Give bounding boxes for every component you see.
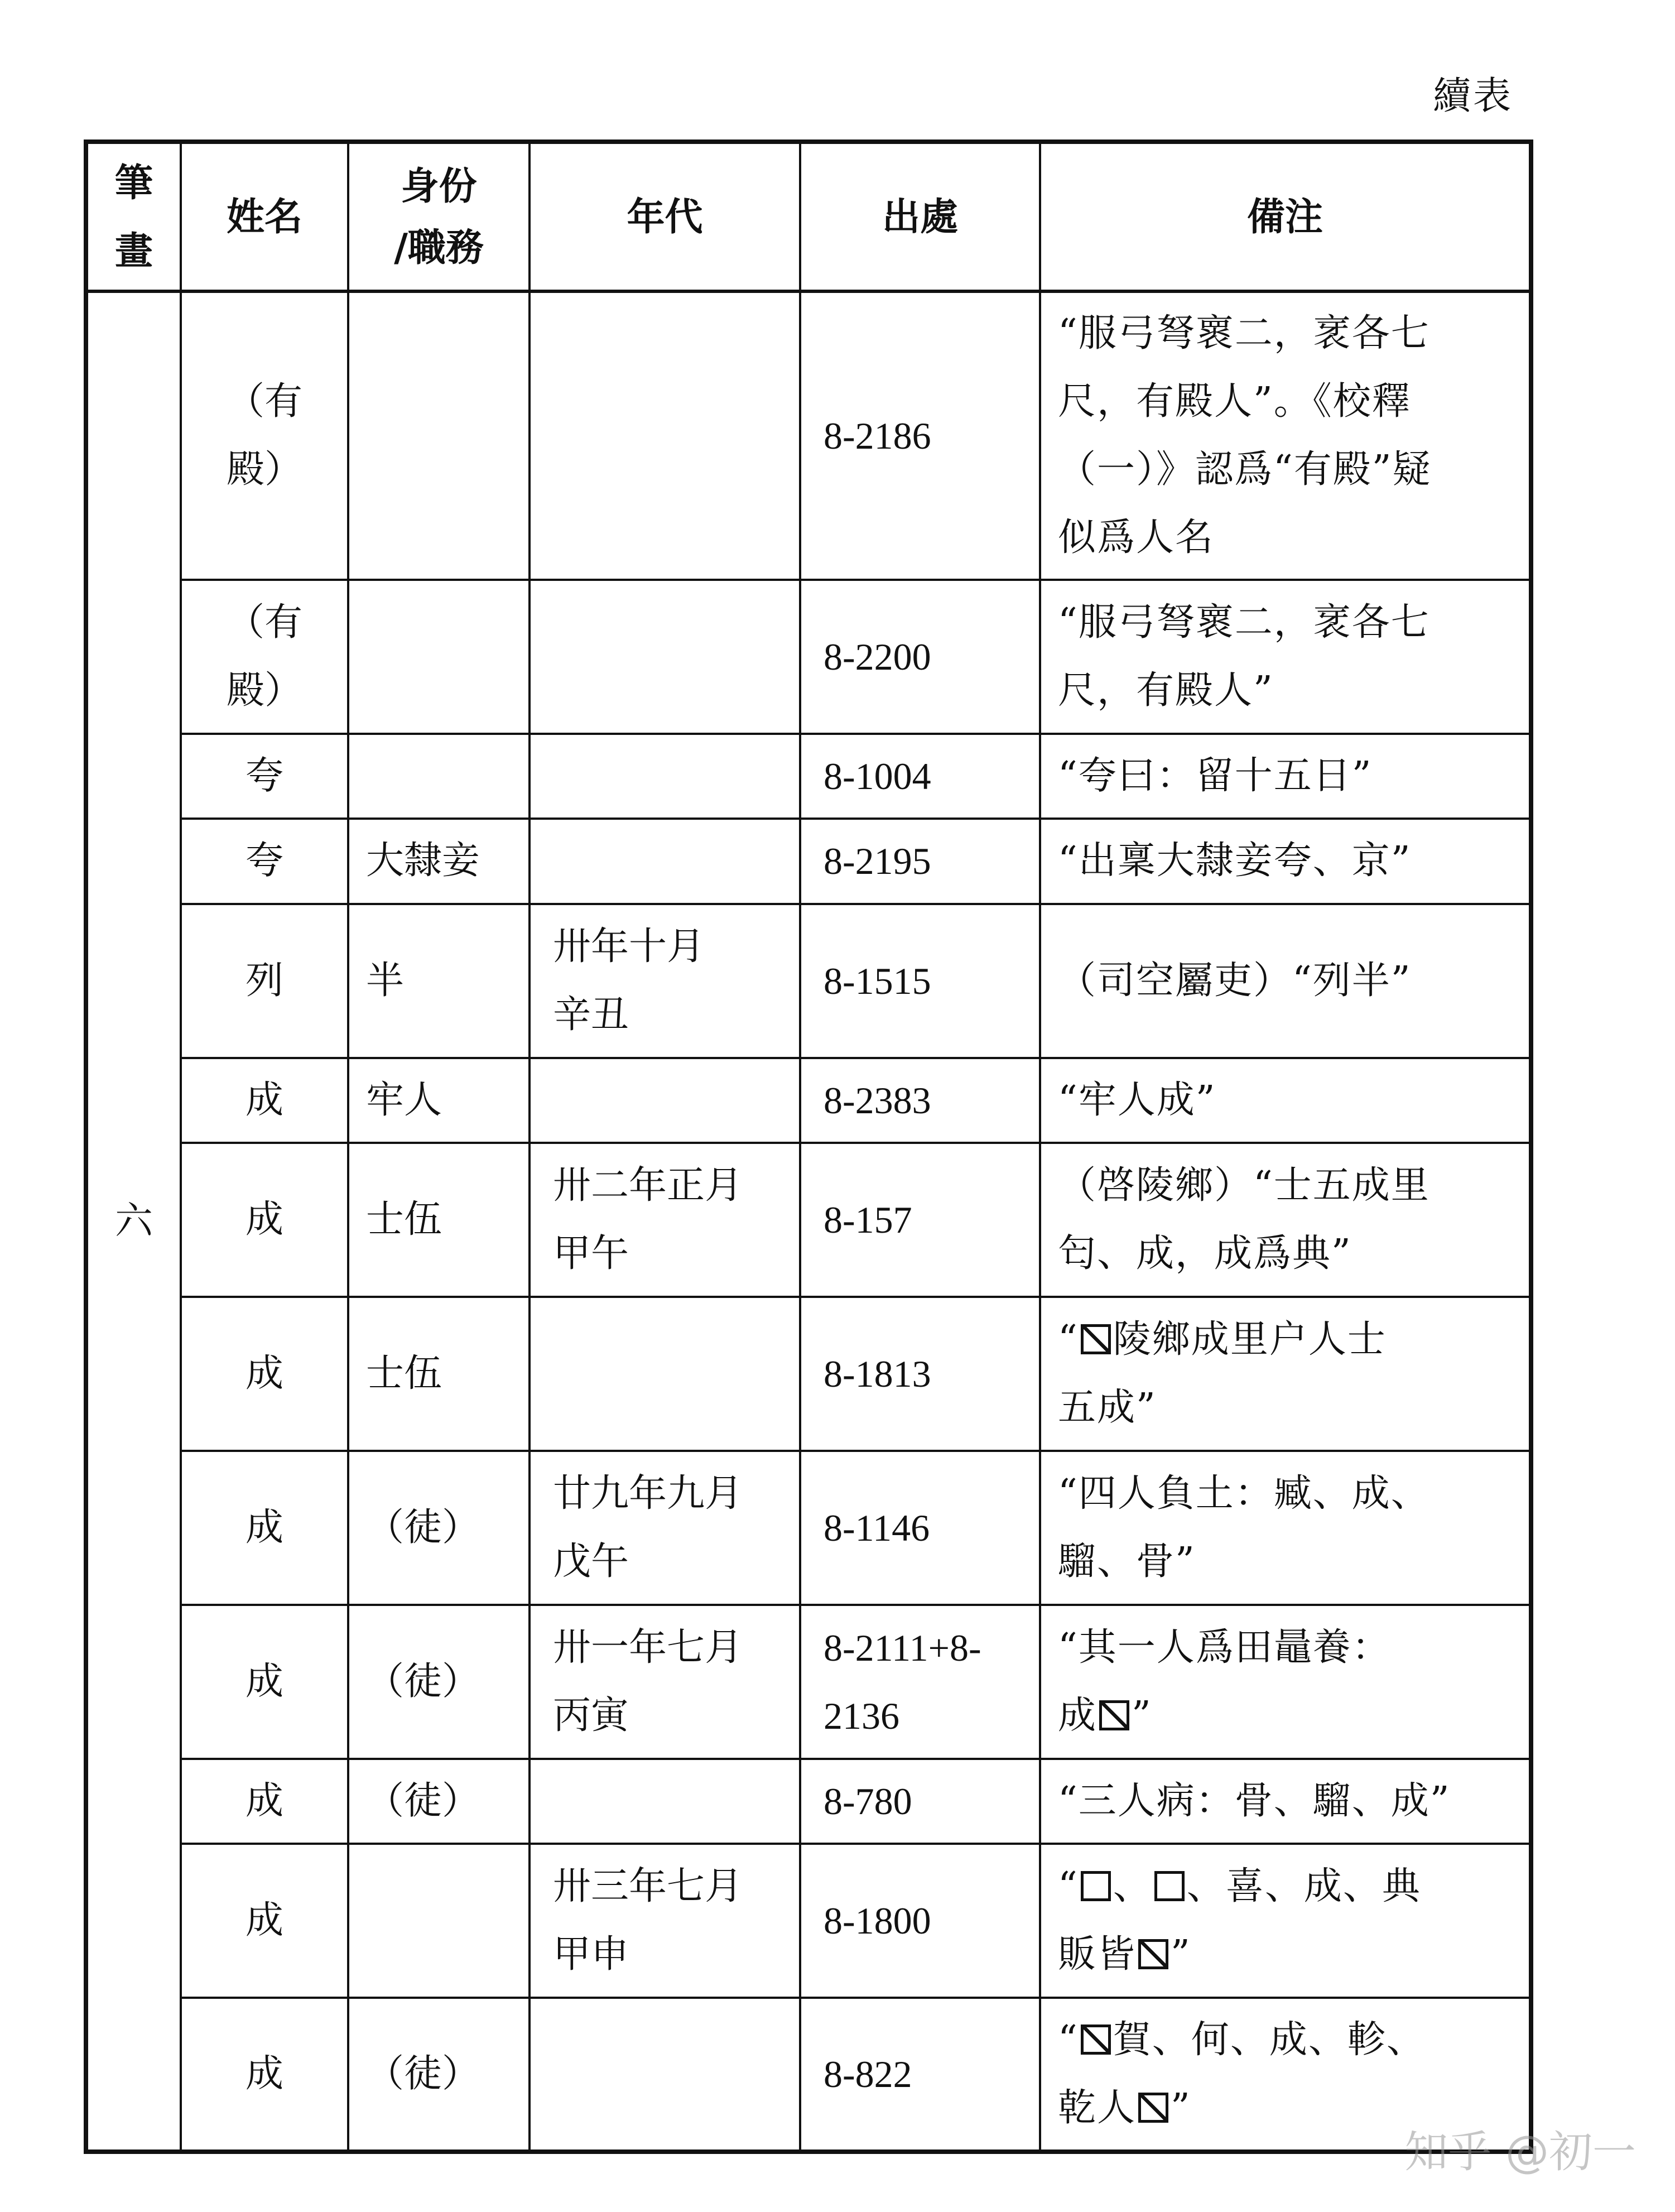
source-cell <box>800 1297 1040 1451</box>
era-cell <box>530 291 800 580</box>
table-row <box>86 1998 1531 2152</box>
era-cell-line: 卅年十月 <box>553 924 705 969</box>
role-cell: 大隸妾 <box>348 819 530 904</box>
table-row <box>86 291 1531 580</box>
table-row <box>86 819 1531 904</box>
damaged-char-box <box>1138 1939 1168 1969</box>
source-cell <box>800 1998 1040 2152</box>
header-era: 年代 <box>530 142 800 291</box>
note-cell-line: 乾人 ” <box>1058 2086 1191 2131</box>
note-cell <box>1040 291 1531 580</box>
era-cell <box>530 819 800 904</box>
note-cell-line: “其一人爲田鼂養： <box>1058 1625 1391 1670</box>
missing-char-box <box>1154 1871 1185 1901</box>
era-cell-line: 辛丑 <box>553 992 629 1037</box>
name-cell-line: 成 <box>245 1197 283 1242</box>
name-cell-line: 成 <box>245 1659 283 1704</box>
header-source: 出處 <box>800 142 1040 291</box>
era-cell <box>530 734 800 819</box>
source-cell <box>800 580 1040 734</box>
name-cell <box>181 1058 348 1143</box>
source-cell <box>800 1058 1040 1143</box>
table-row <box>86 1143 1531 1297</box>
note-cell-line: “三人病：骨、騮、成” <box>1058 1778 1451 1823</box>
era-cell <box>530 1143 800 1297</box>
role-cell: （徒） <box>348 1759 530 1844</box>
header-role-line-1: 身份 <box>401 164 477 209</box>
name-cell-line: （有 <box>226 379 302 424</box>
name-cell-line: 成 <box>245 1078 283 1122</box>
name-cell-line: 列 <box>245 958 283 1003</box>
table-row <box>86 1844 1531 1998</box>
note-cell-line: 匄、成，成爲典” <box>1058 1231 1352 1276</box>
note-cell-line: “ 陵鄉成里户人士 <box>1058 1317 1387 1362</box>
name-cell-line: （有 <box>226 600 302 645</box>
source-cell <box>800 819 1040 904</box>
source-cell <box>800 291 1040 580</box>
name-cell <box>181 1844 348 1998</box>
name-cell-line: 成 <box>245 1351 283 1396</box>
stroke-count-cell: 六 <box>86 291 181 2152</box>
name-cell-line: 成 <box>245 2052 283 2096</box>
name-index-table <box>84 140 1533 2154</box>
name-cell <box>181 1451 348 1605</box>
source-cell-line: 8-2186 <box>824 414 931 457</box>
note-cell-line: 販皆 ” <box>1058 1932 1191 1977</box>
note-cell-line: （司空屬吏）“列半” <box>1058 958 1412 1003</box>
watermark: 知乎 @初一 <box>1404 2127 1636 2177</box>
continued-table-label: 續表 <box>1432 74 1513 118</box>
note-cell-line: “ 賀、何、成、軫、 <box>1058 2018 1426 2062</box>
name-cell-line: 夸 <box>245 839 283 883</box>
source-cell <box>800 904 1040 1058</box>
note-cell-line: 似爲人名 <box>1058 515 1215 560</box>
source-cell <box>800 1759 1040 1844</box>
era-cell-line: 卅二年正月 <box>553 1163 743 1208</box>
header-stroke-line-1: 筆 <box>114 160 153 205</box>
header-stroke-line-2: 畫 <box>114 228 153 273</box>
name-cell <box>181 1605 348 1759</box>
note-cell <box>1040 1844 1531 1998</box>
era-cell <box>530 1297 800 1451</box>
role-cell <box>348 580 530 734</box>
table-row <box>86 1605 1531 1759</box>
era-cell-line: 甲申 <box>553 1932 629 1977</box>
damaged-char-box <box>1138 2093 1168 2123</box>
era-cell <box>530 1451 800 1605</box>
source-cell-line: 8-1800 <box>824 1900 931 1942</box>
source-cell-line: 8-1813 <box>824 1352 931 1395</box>
table-row <box>86 1058 1531 1143</box>
source-cell <box>800 1451 1040 1605</box>
source-cell-line: 8-2200 <box>824 635 931 678</box>
note-cell <box>1040 1297 1531 1451</box>
note-cell-line: （啓陵鄉）“士五成里 <box>1058 1163 1430 1208</box>
era-cell-line: 戊午 <box>553 1539 629 1584</box>
table-row <box>86 580 1531 734</box>
source-cell-line: 8-2195 <box>824 840 931 883</box>
source-cell-line: 8-157 <box>824 1198 912 1241</box>
note-cell-line: “服弓弩褱二，衺各七 <box>1058 600 1430 645</box>
name-cell-line: 成 <box>245 1898 283 1943</box>
era-cell <box>530 1605 800 1759</box>
note-cell-line: “出稟大隸妾夸、京” <box>1058 839 1412 883</box>
damaged-char-box <box>1099 1700 1129 1730</box>
era-cell-line: 甲午 <box>553 1231 629 1276</box>
role-cell: 牢人 <box>348 1058 530 1143</box>
note-cell-line: “夸曰：留十五日” <box>1058 753 1373 798</box>
name-cell-line: 成 <box>245 1505 283 1550</box>
role-cell <box>348 1844 530 1998</box>
era-cell <box>530 1844 800 1998</box>
note-cell <box>1040 734 1531 819</box>
note-cell-line: “服弓弩褱二，衺各七 <box>1058 311 1430 355</box>
damaged-char-box <box>1081 1324 1111 1354</box>
name-cell <box>181 734 348 819</box>
role-cell: 半 <box>348 904 530 1058</box>
table-row <box>86 1759 1531 1844</box>
era-cell <box>530 580 800 734</box>
source-cell <box>800 1844 1040 1998</box>
name-cell <box>181 1759 348 1844</box>
name-cell-line: 夸 <box>245 753 283 798</box>
table-row <box>86 734 1531 819</box>
source-cell-line: 2136 <box>824 1694 899 1737</box>
source-cell <box>800 734 1040 819</box>
name-cell <box>181 1998 348 2152</box>
name-cell-line: 殿） <box>226 447 302 492</box>
note-cell <box>1040 819 1531 904</box>
note-cell-line: 騮、骨” <box>1058 1539 1196 1584</box>
era-cell <box>530 1058 800 1143</box>
note-cell-line: 成 ” <box>1058 1693 1152 1738</box>
name-cell <box>181 291 348 580</box>
source-cell-line: 8-1004 <box>824 754 931 797</box>
role-cell: 士伍 <box>348 1143 530 1297</box>
note-cell-line: “ 、 、喜、成、典 <box>1058 1864 1421 1909</box>
damaged-char-box <box>1081 2025 1111 2055</box>
note-cell-line: 尺，有殿人” <box>1058 668 1274 713</box>
header-role <box>348 142 530 291</box>
note-cell-line: （一）》認爲“有殿”疑 <box>1058 447 1432 492</box>
source-cell <box>800 1605 1040 1759</box>
header-stroke-count <box>86 142 181 291</box>
note-cell <box>1040 1605 1531 1759</box>
era-cell-line: 卅一年七月 <box>553 1625 743 1670</box>
name-cell <box>181 1143 348 1297</box>
note-cell-line: “牢人成” <box>1058 1078 1216 1122</box>
table-row <box>86 1297 1531 1451</box>
name-cell <box>181 904 348 1058</box>
note-cell <box>1040 1058 1531 1143</box>
note-cell <box>1040 1143 1531 1297</box>
era-cell <box>530 1759 800 1844</box>
header-note: 備注 <box>1040 142 1531 291</box>
note-cell <box>1040 1451 1531 1605</box>
name-cell <box>181 819 348 904</box>
header-row <box>86 142 1531 291</box>
note-cell <box>1040 580 1531 734</box>
source-cell-line: 8-822 <box>824 2053 912 2096</box>
note-cell <box>1040 1759 1531 1844</box>
source-cell-line: 8-1146 <box>824 1506 930 1549</box>
era-cell <box>530 1998 800 2152</box>
name-cell-line: 殿） <box>226 668 302 713</box>
note-cell <box>1040 904 1531 1058</box>
role-cell <box>348 734 530 819</box>
era-cell-line: 廿九年九月 <box>553 1471 743 1516</box>
note-cell-line: 五成” <box>1058 1385 1157 1430</box>
source-cell-line: 8-1515 <box>824 959 931 1002</box>
role-cell: （徒） <box>348 1605 530 1759</box>
era-cell <box>530 904 800 1058</box>
table-row <box>86 1451 1531 1605</box>
era-cell-line: 卅三年七月 <box>553 1864 743 1909</box>
name-cell-line: 成 <box>245 1778 283 1823</box>
header-role-line-2: /職務 <box>394 225 484 270</box>
note-cell-line: 尺，有殿人”。《校釋 <box>1058 379 1411 424</box>
header-name: 姓名 <box>181 142 348 291</box>
role-cell <box>348 291 530 580</box>
source-cell-line: 8-2111+8- <box>824 1626 981 1669</box>
note-cell-line: “四人負土：臧、成、 <box>1058 1471 1430 1516</box>
name-cell <box>181 1297 348 1451</box>
missing-char-box <box>1081 1871 1111 1901</box>
source-cell <box>800 1143 1040 1297</box>
era-cell-line: 丙寅 <box>553 1693 629 1738</box>
role-cell: （徒） <box>348 1998 530 2152</box>
table-row <box>86 904 1531 1058</box>
role-cell: （徒） <box>348 1451 530 1605</box>
name-cell <box>181 580 348 734</box>
source-cell-line: 8-2383 <box>824 1079 931 1122</box>
source-cell-line: 8-780 <box>824 1780 912 1823</box>
role-cell: 士伍 <box>348 1297 530 1451</box>
